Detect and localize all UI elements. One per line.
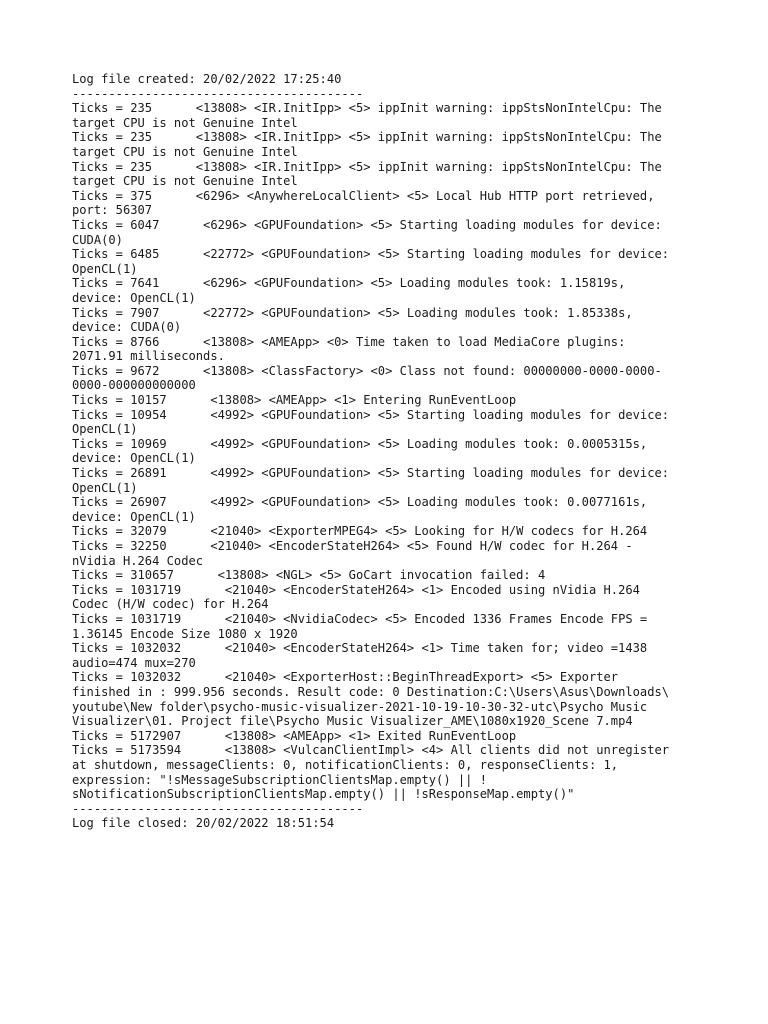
log-line: youtube\New folder\psycho-music-visualizer-2021-10-19-10-30-32-utc\Psycho Music <box>72 699 648 714</box>
log-line: Ticks = 10969 <4992> <GPUFoundation> <5> Loading modules took: 0.0005315s, <box>72 436 648 451</box>
log-line: Ticks = 26907 <4992> <GPUFoundation> <5> Loading modules took: 0.0077161s, <box>72 495 648 510</box>
log-line: expression: "!sMessageSubscriptionClientsMap.empty() || ! <box>72 772 488 787</box>
log-line: Ticks = 6485 <22772> <GPUFoundation> <5> Starting loading modules for device: <box>72 247 670 262</box>
separator-top: ---------------------------------------- <box>72 86 364 101</box>
log-line: Ticks = 7907 <22772> <GPUFoundation> <5> Loading modules took: 1.85338s, <box>72 305 633 320</box>
log-line: Ticks = 10954 <4992> <GPUFoundation> <5> Starting loading modules for device: <box>72 407 670 422</box>
log-line: Ticks = 8766 <13808> <AMEApp> <0> Time taken to load MediaCore plugins: <box>72 334 626 349</box>
log-line: at shutdown, messageClients: 0, notificationClients: 0, responseClients: 1, <box>72 757 619 772</box>
log-text <box>72 72 702 831</box>
log-line: Ticks = 375 <6296> <AnywhereLocalClient> <5> Local Hub HTTP port retrieved, <box>72 188 655 203</box>
log-line: target CPU is not Genuine Intel <box>72 174 298 189</box>
log-line: Ticks = 6047 <6296> <GPUFoundation> <5> Starting loading modules for device: <box>72 217 662 232</box>
log-line: device: OpenCL(1) <box>72 451 196 466</box>
log-line: device: CUDA(0) <box>72 320 182 335</box>
log-line: Ticks = 10157 <13808> <AMEApp> <1> Entering RunEventLoop <box>72 393 517 408</box>
log-line: Ticks = 235 <13808> <IR.InitIpp> <5> ippInit warning: ippStsNonIntelCpu: The <box>72 159 662 174</box>
log-line: 2071.91 milliseconds. <box>72 349 225 364</box>
log-line: Ticks = 9672 <13808> <ClassFactory> <0> Class not found: 00000000-0000-0000- <box>72 363 662 378</box>
log-line: target CPU is not Genuine Intel <box>72 115 298 130</box>
log-line: audio=474 mux=270 <box>72 655 196 670</box>
log-line: OpenCL(1) <box>72 261 138 276</box>
log-line: Ticks = 1032032 <21040> <ExporterHost::BeginThreadExport> <5> Exporter <box>72 670 619 685</box>
log-lines <box>72 101 702 802</box>
log-line: 0000-000000000000 <box>72 378 196 393</box>
log-line: Ticks = 7641 <6296> <GPUFoundation> <5> Loading modules took: 1.15819s, <box>72 276 626 291</box>
log-line: Ticks = 1031719 <21040> <EncoderStateH264> <1> Encoded using nVidia H.264 <box>72 582 640 597</box>
log-document <box>72 72 702 831</box>
log-line: device: OpenCL(1) <box>72 290 196 305</box>
log-line: Ticks = 32250 <21040> <EncoderStateH264> <5> Found H/W codec for H.264 - <box>72 539 633 553</box>
log-line: Ticks = 26891 <4992> <GPUFoundation> <5> Starting loading modules for device: <box>72 466 670 481</box>
log-line: Visualizer\01. Project file\Psycho Music Visualizer_AME\1080x1920_Scene 7.mp4 <box>72 714 633 729</box>
separator-bottom: ---------------------------------------- <box>72 801 364 816</box>
log-line: Ticks = 5172907 <13808> <AMEApp> <1> Exited RunEventLoop <box>72 728 517 743</box>
log-line: port: 56307 <box>72 203 153 218</box>
log-line: OpenCL(1) <box>72 480 138 495</box>
log-line: nVidia H.264 Codec <box>72 553 204 568</box>
log-line: device: OpenCL(1) <box>72 509 196 524</box>
log-line: Ticks = 32079 <21040> <ExporterMPEG4> <5> Looking for H/W codecs for H.264 <box>72 524 648 539</box>
log-line: Ticks = 235 <13808> <IR.InitIpp> <5> ippInit warning: ippStsNonIntelCpu: The <box>72 101 662 116</box>
log-line: target CPU is not Genuine Intel <box>72 144 298 159</box>
log-line: Codec (H/W codec) for H.264 <box>72 597 269 612</box>
log-line: OpenCL(1) <box>72 422 138 437</box>
log-line: 1.36145 Encode Size 1080 x 1920 <box>72 626 298 641</box>
log-line: sNotificationSubscriptionClientsMap.empty() || !sResponseMap.empty()" <box>72 787 575 802</box>
log-line: Ticks = 5173594 <13808> <VulcanClientImpl> <4> All clients did not unregister <box>72 743 670 758</box>
log-line: Ticks = 310657 <13808> <NGL> <5> GoCart invocation failed: 4 <box>72 568 546 583</box>
log-header: Log file created: 20/02/2022 17:25:40 <box>72 72 342 86</box>
log-line: Ticks = 1032032 <21040> <EncoderStateH264> <1> Time taken for; video =1438 <box>72 641 648 656</box>
log-line: Ticks = 235 <13808> <IR.InitIpp> <5> ippInit warning: ippStsNonIntelCpu: The <box>72 130 662 145</box>
log-footer: Log file closed: 20/02/2022 18:51:54 <box>72 816 335 831</box>
log-line: Ticks = 1031719 <21040> <NvidiaCodec> <5> Encoded 1336 Frames Encode FPS = <box>72 611 648 626</box>
log-line: CUDA(0) <box>72 232 123 247</box>
log-line: finished in : 999.956 seconds. Result code: 0 Destination:C:\Users\Asus\Downloads\ <box>72 684 670 699</box>
